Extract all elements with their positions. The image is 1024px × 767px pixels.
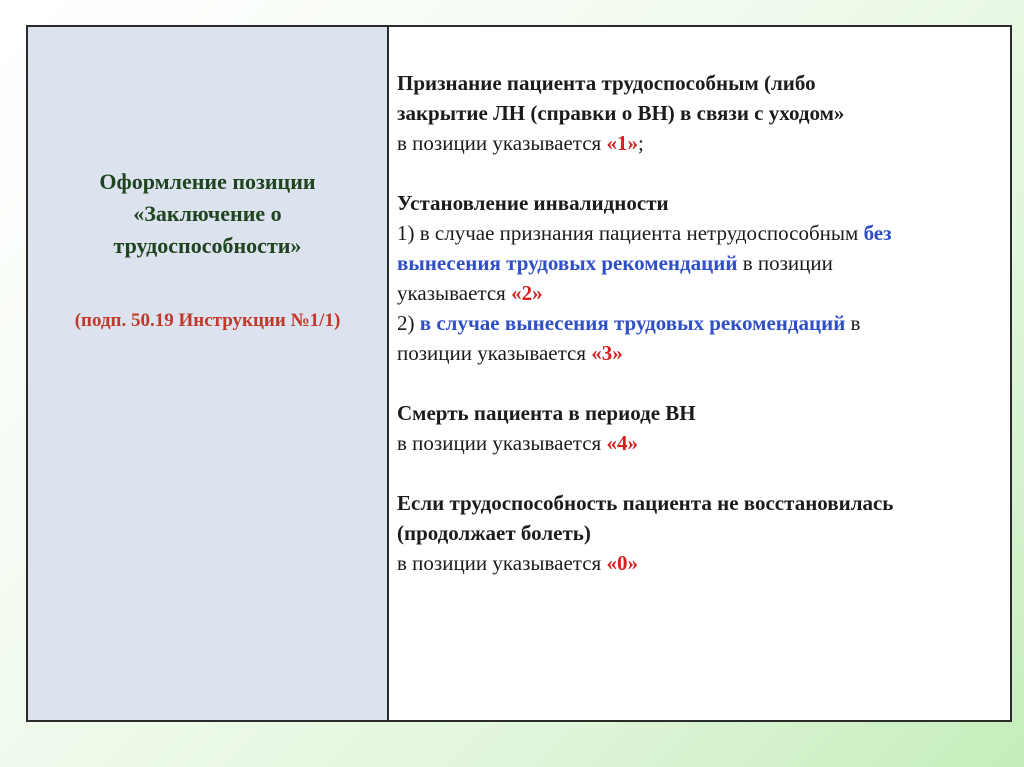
position-text: в позиции указывается bbox=[397, 551, 607, 575]
highlight-recommendations: вынесения трудовых рекомендаций bbox=[397, 251, 738, 275]
disability-line-5 bbox=[397, 338, 1000, 368]
block-disability bbox=[397, 188, 1000, 368]
disability-text: 2) bbox=[397, 311, 420, 335]
disability-line-3 bbox=[397, 278, 1000, 308]
disability-text: в позиции bbox=[737, 251, 833, 275]
disability-line-2 bbox=[397, 248, 1000, 278]
content-table bbox=[26, 25, 1012, 722]
highlight-without: без bbox=[863, 221, 892, 245]
not-recovered-heading-line-2: (продолжает болеть) bbox=[397, 521, 591, 545]
disability-text: указывается bbox=[397, 281, 512, 305]
highlight-with-recommendations: в случае вынесения трудовых рекомендаций bbox=[419, 311, 846, 335]
block-not-recovered bbox=[397, 488, 1000, 578]
code-1: «1» bbox=[606, 131, 638, 155]
instruction-reference: (подп. 50.19 Инструкции №1/1) bbox=[74, 310, 341, 331]
code-2: «2» bbox=[511, 281, 543, 305]
position-text: в позиции указывается bbox=[397, 431, 607, 455]
not-recovered-heading-line-1: Если трудоспособность пациента не восстановилась bbox=[397, 491, 894, 515]
code-4: «4» bbox=[606, 431, 638, 455]
disability-line-4 bbox=[397, 308, 1000, 338]
not-recovered-position-line bbox=[397, 548, 1000, 578]
code-0: «0» bbox=[606, 551, 638, 575]
right-cell bbox=[389, 27, 1010, 720]
disability-text: позиции указывается bbox=[397, 341, 592, 365]
block-recovered bbox=[397, 68, 1000, 158]
disability-text: 1) в случае признания пациента нетрудоспособным bbox=[397, 221, 864, 245]
recovered-heading-line-1: Признание пациента трудоспособным (либо bbox=[397, 71, 816, 95]
punctuation: ; bbox=[637, 131, 644, 155]
recovered-position-line bbox=[397, 128, 1000, 158]
code-3: «3» bbox=[591, 341, 623, 365]
left-cell bbox=[28, 27, 389, 720]
block-death bbox=[397, 398, 1000, 458]
disability-text: в bbox=[845, 311, 861, 335]
position-title: Оформление позиции «Заключение о трудоспособности» bbox=[99, 169, 316, 258]
death-position-line bbox=[397, 428, 1000, 458]
disability-line-1 bbox=[397, 218, 1000, 248]
position-text: в позиции указывается bbox=[397, 131, 607, 155]
death-heading: Смерть пациента в периоде ВН bbox=[397, 401, 696, 425]
recovered-heading-line-2: закрытие ЛН (справки о ВН) в связи с уходом» bbox=[397, 101, 845, 125]
disability-heading: Установление инвалидности bbox=[397, 191, 669, 215]
